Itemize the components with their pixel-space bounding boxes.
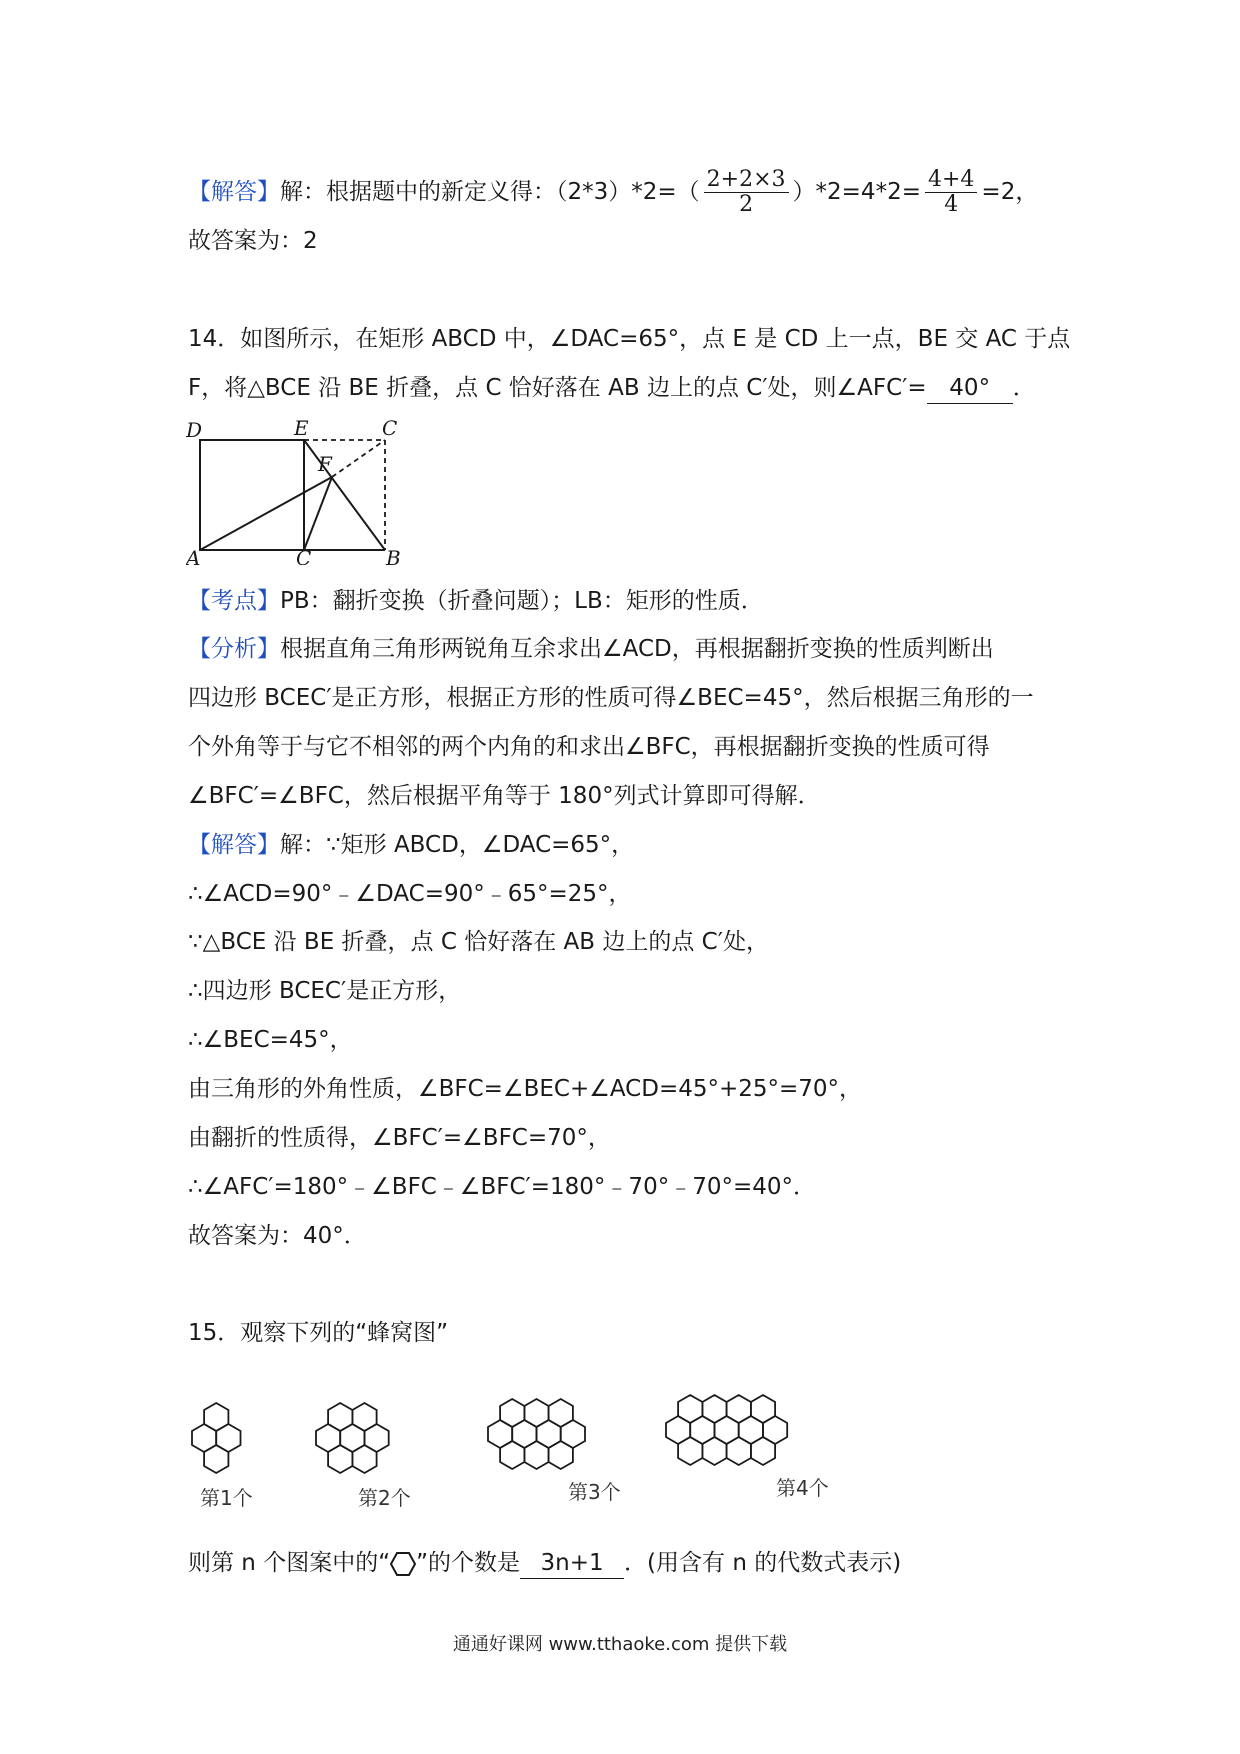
q13-fraction-1	[704, 168, 789, 217]
honeycomb-label-2: 第2个	[358, 1486, 411, 1510]
hexagon-cell	[500, 1441, 524, 1469]
hexagon-cell	[352, 1445, 376, 1473]
fraction-numerator: 4+4	[927, 167, 975, 192]
q14-fenxi-line-2: 四边形 BCEC′是正方形，根据正方形的性质可得∠BEC=45°，然后根据三角形的一	[188, 685, 1034, 711]
q14-geometry-figure	[186, 415, 416, 565]
q15-stem: 15．观察下列的“蜂窝图”	[188, 1320, 449, 1346]
q14-jieda-line-6: 由三角形的外角性质，∠BFC=∠BEC+∠ACD=45°+25°=70°，	[188, 1076, 863, 1102]
rectangle-ADEC	[200, 440, 304, 550]
q14-fenxi-line-4: ∠BFC′=∠BFC，然后根据平角等于 180°列式计算即可得解．	[188, 783, 821, 809]
q14-jieda-line-3: ∵△BCE 沿 BE 折叠，点 C 恰好落在 AB 边上的点 C′处，	[188, 929, 769, 955]
hexagon-cell	[204, 1445, 228, 1473]
q15-question-mid: ”的个数是	[416, 1550, 521, 1576]
label-B: B	[386, 546, 401, 565]
hexagon-cell	[524, 1441, 548, 1469]
q14-jieda-1: 解：∵矩形 ABCD，∠DAC=65°，	[280, 832, 635, 858]
label-D: D	[186, 418, 203, 442]
q13-fraction-2	[925, 168, 977, 217]
q15-question-line	[188, 1548, 901, 1579]
label-F: F	[318, 452, 332, 476]
fraction-numerator: 2+2×3	[706, 167, 786, 192]
q14-stem-line-2	[188, 373, 1036, 404]
q14-stem-pre: F，将△BCE 沿 BE 折叠，点 C 恰好落在 AB 边上的点 C′处，则∠AFC′=	[188, 375, 927, 401]
label-A: A	[186, 546, 201, 565]
q13-answer-pre: 解：根据题中的新定义得：（2*3）*2=（	[280, 179, 700, 205]
hexagon-cell	[702, 1437, 726, 1465]
q15-question-post: ．(用含有 n 的代数式表示)	[624, 1550, 902, 1576]
fenxi-tag: 【分析】	[188, 636, 280, 662]
page-footer: 通通好课网 www.tthaoke.com 提供下载	[452, 1634, 788, 1655]
q14-jieda-line-7: 由翻折的性质得，∠BFC′=∠BFC=70°，	[188, 1125, 611, 1151]
dashed-segment-FC-prime	[332, 440, 385, 477]
q13-conclusion: 故答案为：2	[188, 228, 318, 254]
q14-jieda-line-8: ∴∠AFC′=180°﹣∠BFC﹣∠BFC′=180°﹣70°﹣70°=40°．	[188, 1174, 817, 1200]
q13-answer-mid: ）*2=4*2=	[792, 179, 921, 205]
q15-question-pre: 则第 n 个图案中的“	[188, 1550, 391, 1576]
hexagon-cell	[549, 1441, 573, 1469]
segment-AF	[200, 477, 332, 550]
q14-fenxi-line-3: 个外角等于与它不相邻的两个内角的和求出∠BFC，再根据翻折变换的性质可得	[188, 734, 990, 760]
honeycomb-label-1: 第1个	[200, 1486, 253, 1510]
segment-EB	[304, 440, 385, 550]
label-C-prime: C	[382, 416, 398, 440]
fraction-denominator: 4	[925, 192, 977, 217]
q14-fenxi-1: 根据直角三角形两锐角互余求出∠ACD，再根据翻折变换的性质判断出	[280, 636, 994, 662]
q14-fenxi-line-1	[188, 634, 994, 664]
honeycomb-figure-2	[316, 1403, 389, 1473]
honeycomb-figure-4	[666, 1395, 787, 1465]
q14-jieda-line-2: ∴∠ACD=90°﹣∠DAC=90°﹣65°=25°，	[188, 881, 632, 907]
hexagon-cell	[328, 1445, 352, 1473]
q13-answer-post: =2，	[981, 179, 1039, 205]
segment-CF	[304, 477, 332, 550]
q14-answer-blank: 40°	[927, 373, 1013, 404]
q14-kaodian-line	[188, 586, 764, 616]
honeycomb-figure-1	[192, 1403, 241, 1473]
label-C: C	[296, 546, 312, 565]
q14-kaodian: PB：翻折变换（折叠问题）；LB：矩形的性质．	[280, 588, 764, 614]
q13-answer-line	[188, 168, 1038, 217]
q14-jieda-line-4: ∴四边形 BCEC′是正方形，	[188, 978, 462, 1004]
honeycomb-figure-3	[488, 1399, 585, 1469]
hexagon-icon	[390, 1551, 416, 1577]
hexagon-cell	[678, 1437, 702, 1465]
answer-tag: 【解答】	[188, 179, 280, 205]
fraction-denominator: 2	[704, 192, 789, 217]
hexagon-cell	[751, 1437, 775, 1465]
q14-conclusion: 故答案为：40°．	[188, 1223, 367, 1249]
kaodian-tag: 【考点】	[188, 588, 280, 614]
q14-stem-line-1: 14．如图所示，在矩形 ABCD 中，∠DAC=65°，点 E 是 CD 上一点，BE 交 AC 于点	[188, 326, 1071, 352]
q14-stem-post: ．	[1012, 375, 1036, 401]
q15-answer-blank: 3n+1	[520, 1548, 624, 1579]
honeycomb-label-3: 第3个	[568, 1480, 621, 1504]
hexagon-cell	[727, 1437, 751, 1465]
q14-jieda-line-5: ∴∠BEC=45°，	[188, 1027, 353, 1053]
label-E: E	[294, 416, 309, 440]
jieda-tag: 【解答】	[188, 832, 280, 858]
honeycomb-label-4: 第4个	[776, 1476, 829, 1500]
q14-jieda-line-1	[188, 830, 634, 860]
